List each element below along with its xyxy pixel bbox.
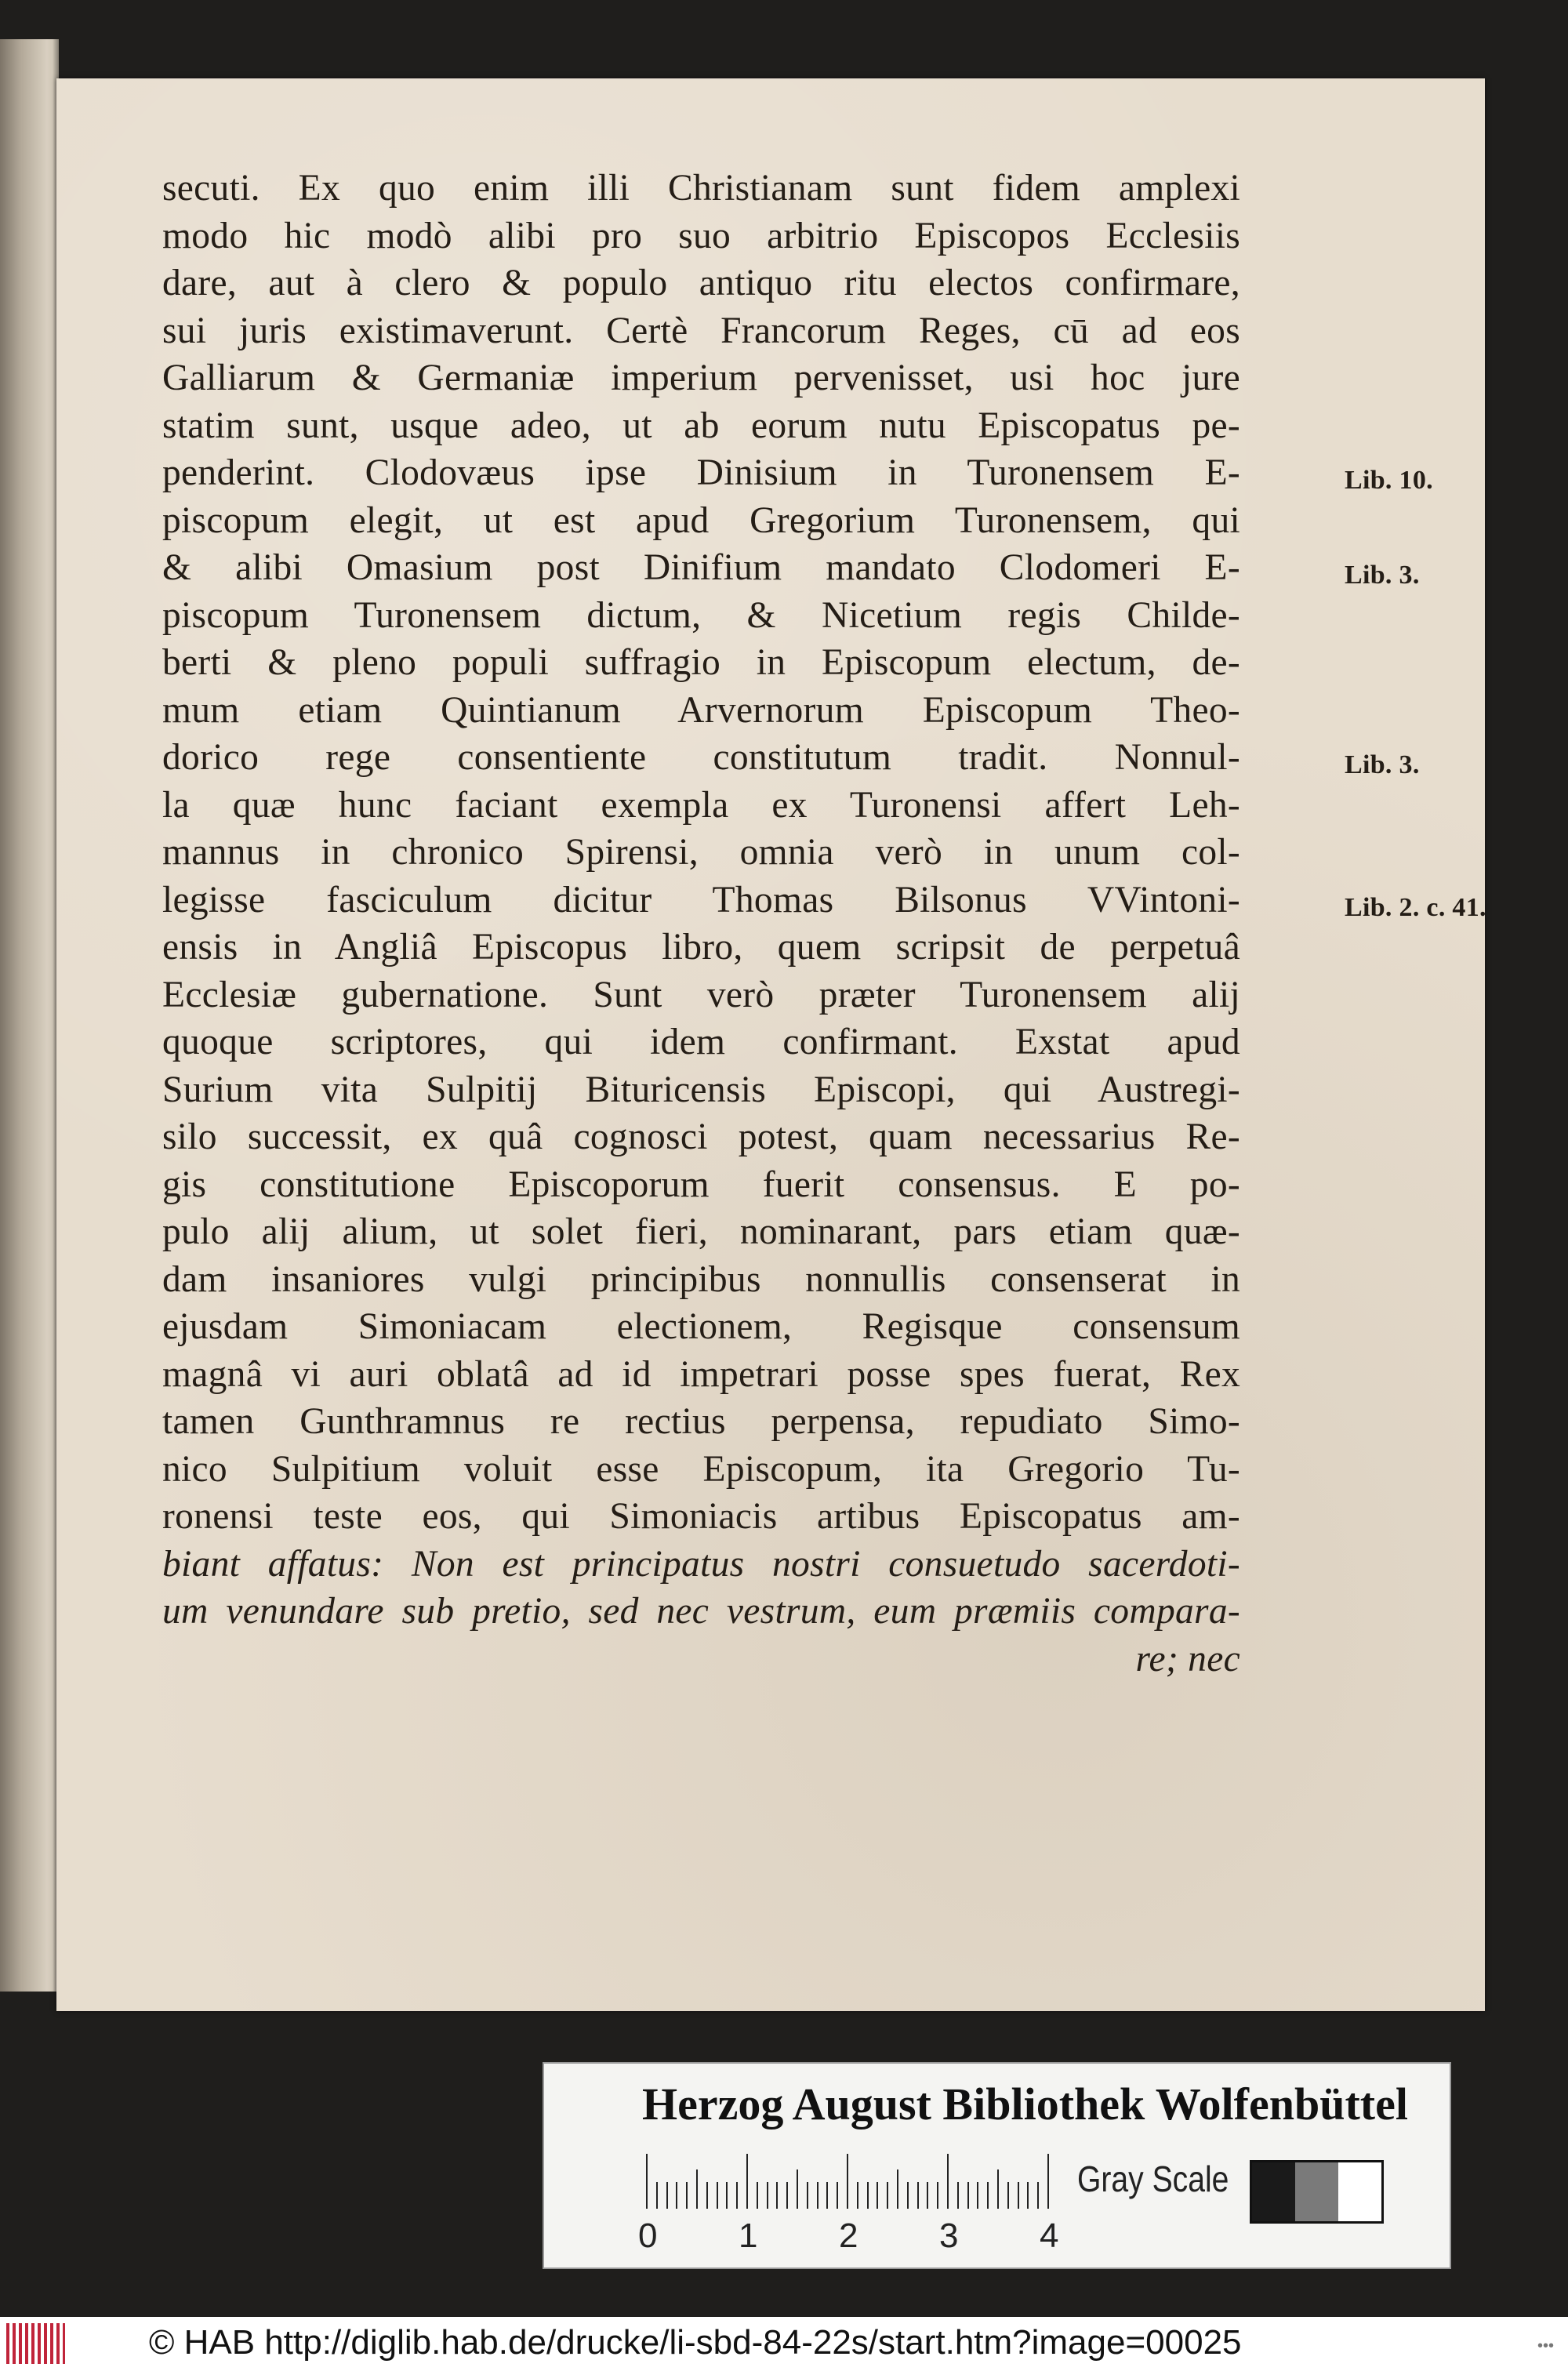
ruler-tick xyxy=(857,2182,858,2209)
gray-swatch xyxy=(1295,2162,1338,2221)
ruler-tick xyxy=(1037,2182,1039,2209)
ruler-tick xyxy=(1018,2182,1019,2209)
text-line: um venundare sub pretio, sed nec vestrum, eum præmiis compara- xyxy=(162,1591,1240,1632)
text-line: pulo alij alium, ut solet fieri, nominarant, pars etiam quæ- xyxy=(162,1211,1240,1252)
page-text xyxy=(162,165,1486,1683)
ruler-tick xyxy=(987,2182,989,2209)
text-line: modo hic modò alibi pro suo arbitrio Episcopos Ecclesiis xyxy=(162,215,1240,256)
text-line: & alibi Omasium post Dinifium mandato Clodomeri E- xyxy=(162,547,1240,588)
footer-credit-link[interactable]: © HAB http://diglib.hab.de/drucke/li-sbd-84-22s/start.htm?image=00025 xyxy=(149,2323,1242,2362)
gray-swatches xyxy=(1250,2160,1384,2224)
text-line: secuti. Ex quo enim illi Christianam sunt fidem amplexi xyxy=(162,168,1240,209)
gray-scale-label: Gray Scale xyxy=(1077,2159,1229,2199)
text-line: piscopum elegit, ut est apud Gregorium Turonensem, qui xyxy=(162,499,1240,541)
text-line: magnâ vi auri oblatâ ad id impetrari posse spes fuerat, Rex xyxy=(162,1353,1240,1395)
text-line: Galliarum & Germaniæ imperium pervenisset, usi hoc jure xyxy=(162,358,1240,398)
ruler-tick xyxy=(837,2182,838,2209)
text-line: gis constitutione Episcoporum fuerit consensus. E po- xyxy=(162,1164,1240,1205)
text-line: penderint. Clodovæus ipse Dinisium in Turonensem E- xyxy=(162,452,1240,493)
text-line: sui juris existimaverunt. Certè Francorum Reges, cū ad eos xyxy=(162,310,1240,351)
margin-note: Lib. 2. c. 41. xyxy=(1345,892,1486,922)
color-reference-card xyxy=(543,2062,1451,2269)
text-line: dam insaniores vulgi principibus nonnullis consenserat in xyxy=(162,1258,1240,1300)
ruler-tick xyxy=(746,2154,748,2209)
ruler-tick xyxy=(887,2182,888,2209)
ruler-number: 0 xyxy=(638,2217,658,2255)
ruler-tick xyxy=(776,2182,778,2209)
ruler-tick xyxy=(696,2169,698,2209)
text-line: piscopum Turonensem dictum, & Nicetium regis Childe- xyxy=(162,594,1240,636)
text-line: Surium vita Sulpitij Bituricensis Episcopi, qui Austregi- xyxy=(162,1069,1240,1110)
text-line: silo successit, ex quâ cognosci potest, quam necessarius Re- xyxy=(162,1117,1240,1157)
catchword: re; nec xyxy=(1135,1638,1240,1679)
ruler-tick xyxy=(686,2182,688,2209)
ruler-tick xyxy=(957,2182,959,2209)
text-line: nico Sulpitium voluit esse Episcopum, ita Gregorio Tu- xyxy=(162,1448,1240,1490)
ruler-tick xyxy=(877,2182,878,2209)
ruler-tick xyxy=(907,2182,909,2209)
ruler-tick xyxy=(656,2182,658,2209)
ruler-tick xyxy=(1047,2154,1049,2209)
text-line: biant affatus: Non est principatus nostri consuetudo sacerdoti- xyxy=(162,1543,1240,1585)
ruler-number: 1 xyxy=(739,2217,758,2255)
ruler-tick xyxy=(726,2182,728,2209)
ruler-tick xyxy=(917,2182,919,2209)
ruler-number: 3 xyxy=(939,2217,959,2255)
book-page xyxy=(56,78,1485,2011)
ruler-tick xyxy=(807,2182,808,2209)
text-line: la quæ hunc faciant exempla ex Turonensi affert Leh- xyxy=(162,784,1240,826)
text-line: ronensi teste eos, qui Simoniacis artibus Episcopatus am- xyxy=(162,1496,1240,1537)
text-line: Ecclesiæ gubernatione. Sunt verò præter Turonensem alij xyxy=(162,974,1240,1015)
ruler-tick xyxy=(646,2154,648,2209)
ruler-tick xyxy=(977,2182,978,2209)
ruler-tick xyxy=(826,2182,828,2209)
gray-swatch xyxy=(1338,2162,1381,2221)
text-line: statim sunt, usque adeo, ut ab eorum nutu Episcopatus pe- xyxy=(162,405,1240,446)
ruler-tick xyxy=(1007,2182,1009,2209)
barcode-icon xyxy=(6,2323,65,2364)
text-line: tamen Gunthramnus re rectius perpensa, repudiato Simo- xyxy=(162,1401,1240,1442)
text-line: mannus in chronico Spirensi, omnia verò in unum col- xyxy=(162,832,1240,873)
margin-note: Lib. 10. xyxy=(1345,466,1433,495)
ruler-tick xyxy=(797,2169,798,2209)
text-line: ensis in Angliâ Episcopus libro, quem scripsit de perpetuâ xyxy=(162,927,1240,968)
ruler-tick xyxy=(786,2182,788,2209)
ruler-tick xyxy=(937,2182,938,2209)
margin-note: Lib. 3. xyxy=(1345,561,1420,590)
footer-dots: ••• xyxy=(1537,2337,1554,2355)
text-line: legisse fasciculum dicitur Thomas Bilsonus VVintoni- xyxy=(162,879,1240,920)
ruler-tick xyxy=(1027,2182,1029,2209)
ruler-tick xyxy=(717,2182,718,2209)
library-name: Herzog August Bibliothek Wolfenbüttel xyxy=(642,2079,1408,2130)
ruler-tick xyxy=(706,2182,708,2209)
ruler-tick xyxy=(927,2182,928,2209)
text-line: dorico rege consentiente constitutum tradit. Nonnul- xyxy=(162,737,1240,778)
ruler-tick xyxy=(736,2182,738,2209)
ruler-tick xyxy=(817,2182,818,2209)
previous-page-edge xyxy=(0,39,59,1992)
scale-ruler xyxy=(646,2154,1050,2209)
ruler-number: 2 xyxy=(839,2217,858,2255)
ruler-tick xyxy=(666,2182,668,2209)
gray-swatch xyxy=(1252,2162,1295,2221)
margin-note: Lib. 3. xyxy=(1345,750,1420,779)
text-line: ejusdam Simoniacam electionem, Regisque consensum xyxy=(162,1306,1240,1347)
text-line: berti & pleno populi suffragio in Episcopum electum, de- xyxy=(162,642,1240,683)
footer-bar xyxy=(0,2317,1568,2371)
ruler-tick xyxy=(847,2154,848,2209)
ruler-tick xyxy=(767,2182,768,2209)
text-line: quoque scriptores, qui idem confirmant. Exstat apud xyxy=(162,1022,1240,1062)
ruler-tick xyxy=(967,2182,969,2209)
ruler-tick xyxy=(676,2182,677,2209)
text-line: dare, aut à clero & populo antiquo ritu electos confirmare, xyxy=(162,263,1240,303)
text-line: mum etiam Quintianum Arvernorum Episcopum Theo- xyxy=(162,689,1240,731)
ruler-tick xyxy=(947,2154,949,2209)
ruler-tick xyxy=(757,2182,758,2209)
ruler-tick xyxy=(897,2169,898,2209)
ruler-tick xyxy=(867,2182,869,2209)
ruler-number: 4 xyxy=(1040,2217,1059,2255)
ruler-tick xyxy=(997,2169,999,2209)
